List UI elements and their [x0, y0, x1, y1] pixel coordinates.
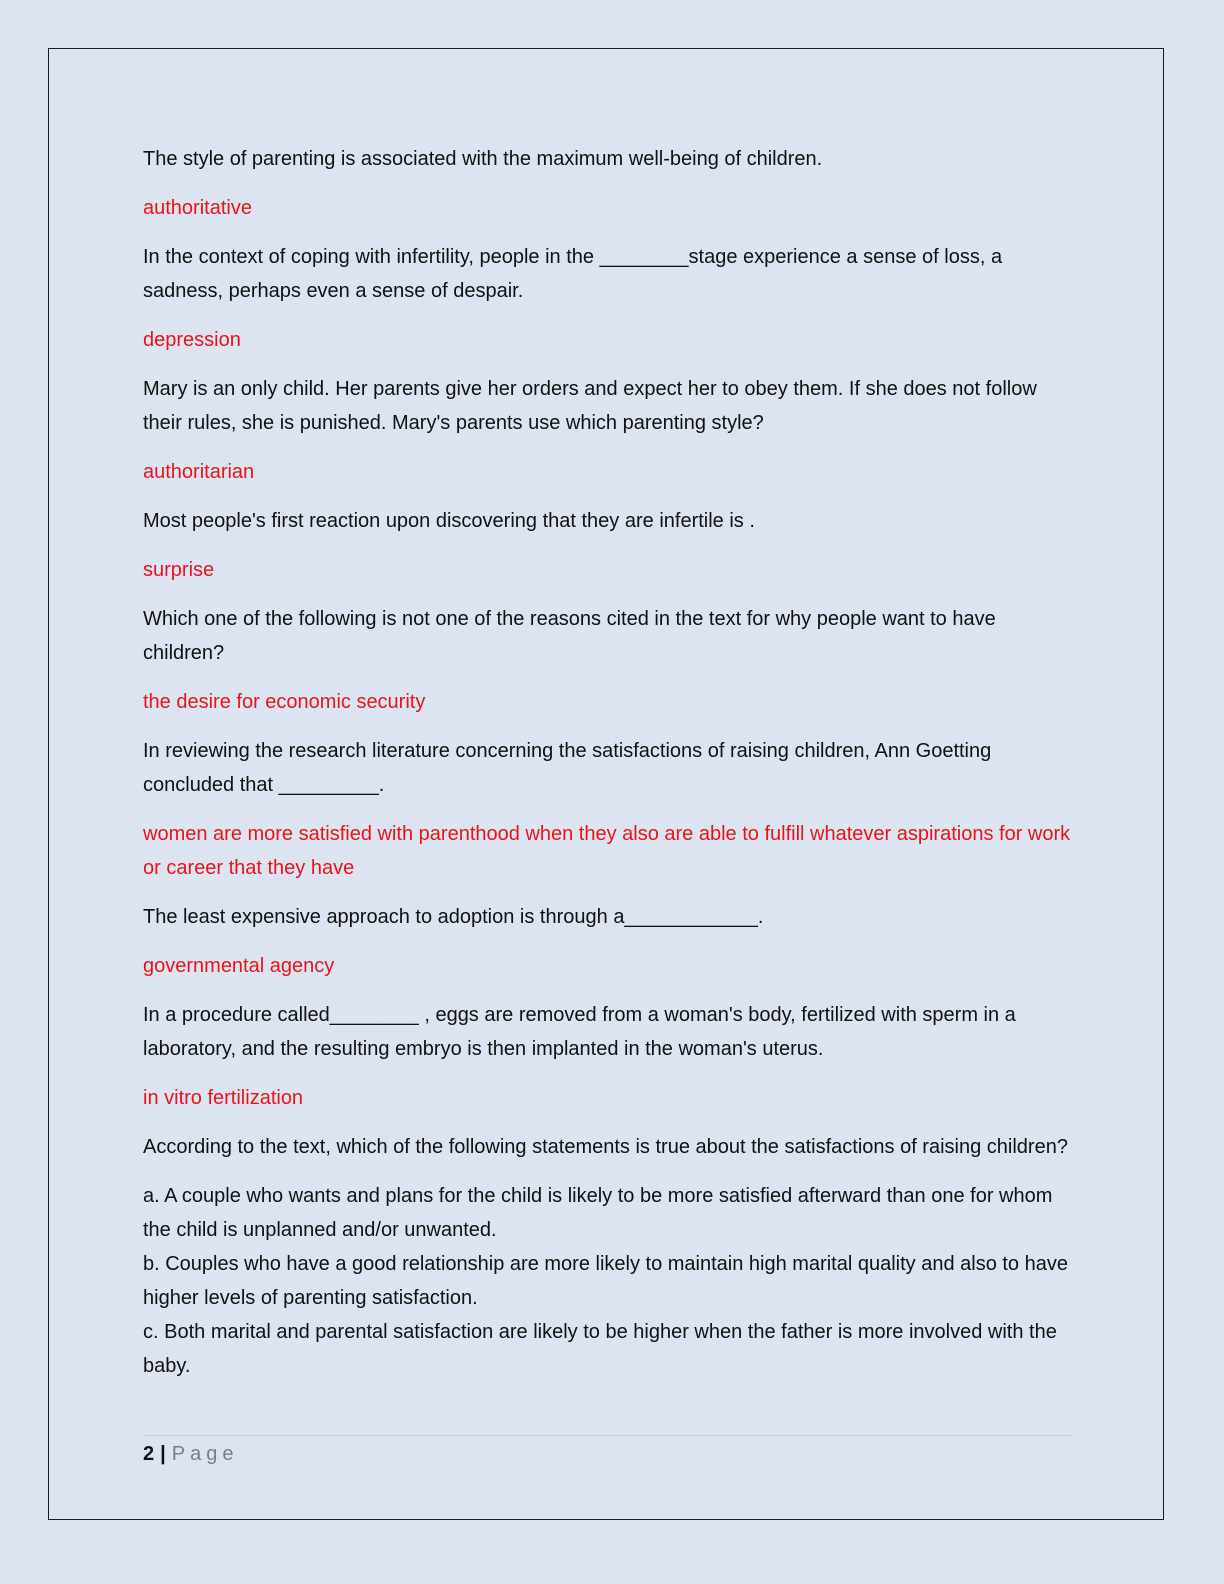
question-text: Mary is an only child. Her parents give her orders and expect her to obey them. If she does not follow their rules, she is punished. Mary's parents use which parenting style?: [143, 378, 1037, 434]
question-text: The style of parenting is associated with the maximum well-being of children.: [143, 148, 823, 170]
footer-divider: [143, 1435, 1073, 1436]
page-label: Page: [171, 1443, 239, 1465]
option-b: b. Couples who have a good relationship are more likely to maintain high marital quality and also to have higher levels of parenting satisfaction.: [143, 1253, 1068, 1309]
answer-text: governmental agency: [143, 955, 335, 977]
answer-text: in vitro fertilization: [143, 1087, 304, 1109]
answer-options: [143, 1179, 1073, 1383]
answer-text: women are more satisfied with parenthood when they also are able to fulfill whatever aspirations for work or career that they have: [143, 823, 1071, 879]
page-footer: [143, 1438, 238, 1470]
question-text: In a procedure called________ , eggs are removed from a woman's body, fertilized with sperm in a laboratory, and the resulting embryo is then implanted in the woman's uterus.: [143, 1004, 1016, 1060]
question-text: In the context of coping with infertility, people in the ________stage experience a sense of loss, a sadness, perhaps even a sense of despair.: [143, 246, 1003, 302]
question-text: In reviewing the research literature concerning the satisfactions of raising children, Ann Goetting concluded that _________.: [143, 740, 992, 796]
footer-separator: |: [160, 1443, 166, 1465]
answer-text: authoritarian: [143, 461, 255, 483]
option-a: a. A couple who wants and plans for the child is likely to be more satisfied afterward than one for whom the child is unplanned and/or unwanted.: [143, 1185, 1053, 1241]
question-text: According to the text, which of the following statements is true about the satisfactions of raising children?: [143, 1136, 1068, 1158]
answer-text: depression: [143, 329, 241, 351]
page-number: 2: [143, 1443, 155, 1465]
answer-text: surprise: [143, 559, 215, 581]
answer-text: the desire for economic security: [143, 691, 426, 713]
document-body: [143, 142, 1073, 1383]
question-text: Which one of the following is not one of the reasons cited in the text for why people want to have children?: [143, 608, 996, 664]
answer-text: authoritative: [143, 197, 252, 219]
question-text: The least expensive approach to adoption is through a____________.: [143, 906, 764, 928]
option-c: c. Both marital and parental satisfaction are likely to be higher when the father is more involved with the baby.: [143, 1321, 1057, 1377]
question-text: Most people's first reaction upon discovering that they are infertile is .: [143, 510, 755, 532]
